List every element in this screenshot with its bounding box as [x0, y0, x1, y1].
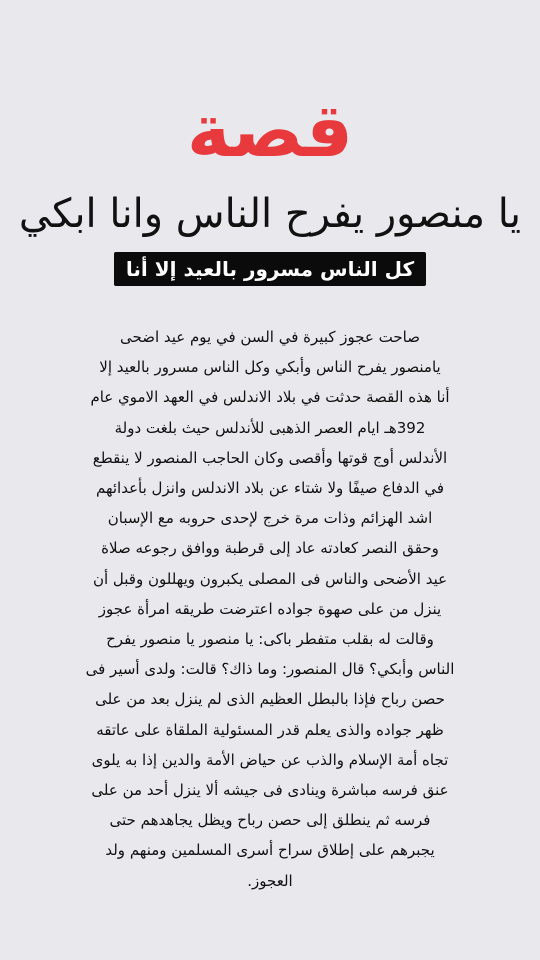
story-line: اشد الهزائم وذات مرة خرج لإحدى حروبه مع الإسبان — [107, 509, 433, 528]
story-line: فرسه ثم ينطلق إلى حصن رباح ويظل يجاهدهم حتى — [109, 811, 431, 830]
story-line: يامنصور يفرح الناس وأبكي وكل الناس مسرور بالعيد إلا — [99, 358, 441, 377]
story-line: الأندلس أوج قوتها وأقصى وكان الحاجب المنصور لا ينقطع — [92, 448, 448, 467]
story-line: 392هـ ايام العصر الذهبى للأندلس حيث بلغت دولة — [114, 418, 426, 437]
banner-container — [0, 252, 540, 286]
story-line: العجوز. — [247, 871, 293, 890]
story-line: تجاه أمة الإسلام والذب عن حياض الأمة والدين إذا به يلوى — [91, 750, 449, 769]
story-title: قصة — [186, 88, 354, 174]
headline-banner: كل الناس مسرور بالعيد إلا أنا — [114, 252, 426, 286]
story-line: صاحت عجوز كبيرة في السن في يوم عيد اضحى — [120, 328, 420, 346]
story-line: أنا هذه القصة حدثت في بلاد الاندلس في العهد الاموي عام — [90, 388, 450, 407]
story-line: في الدفاع صيفًا ولا شتاء عن بلاد الاندلس وانزل بأعدائهم — [95, 479, 445, 498]
story-line: ينزل من على صهوة جواده اعترضت طريقه امرأة عجوز — [98, 599, 442, 618]
story-line: عيد الأضحى والناس فى المصلى يكبرون ويهللون وقبل أن — [92, 569, 448, 588]
story-line: ظهر جواده والذى يعلم قدر المسئولية الملقاة على عاتقه — [96, 720, 444, 739]
story-line: يجبرهم على إطلاق سراح أسرى المسلمين ومنهم ولد — [105, 841, 435, 860]
story-text — [36, 322, 504, 896]
story-line: عنق فرسه مباشرة وينادى فى جيشه ألا ينزل أحد من على — [91, 781, 449, 800]
story-line: الناس وأبكي؟ قال المنصور: وما ذاك؟ قالت: ولدى أسير فى — [85, 660, 455, 679]
story-line: وقالت له بقلب متفطر باكى: يا منصور يا منصور يفرح — [106, 630, 434, 649]
story-subtitle: يا منصور يفرح الناس وانا ابكي — [18, 191, 522, 237]
story-line: وحقق النصر كعادته عاد إلى قرطبة ووافق رجوعه صلاة — [101, 539, 439, 558]
story-line: حصن رباح فإذا بالبطل العظيم الذى لم ينزل بعد من على — [95, 690, 445, 709]
